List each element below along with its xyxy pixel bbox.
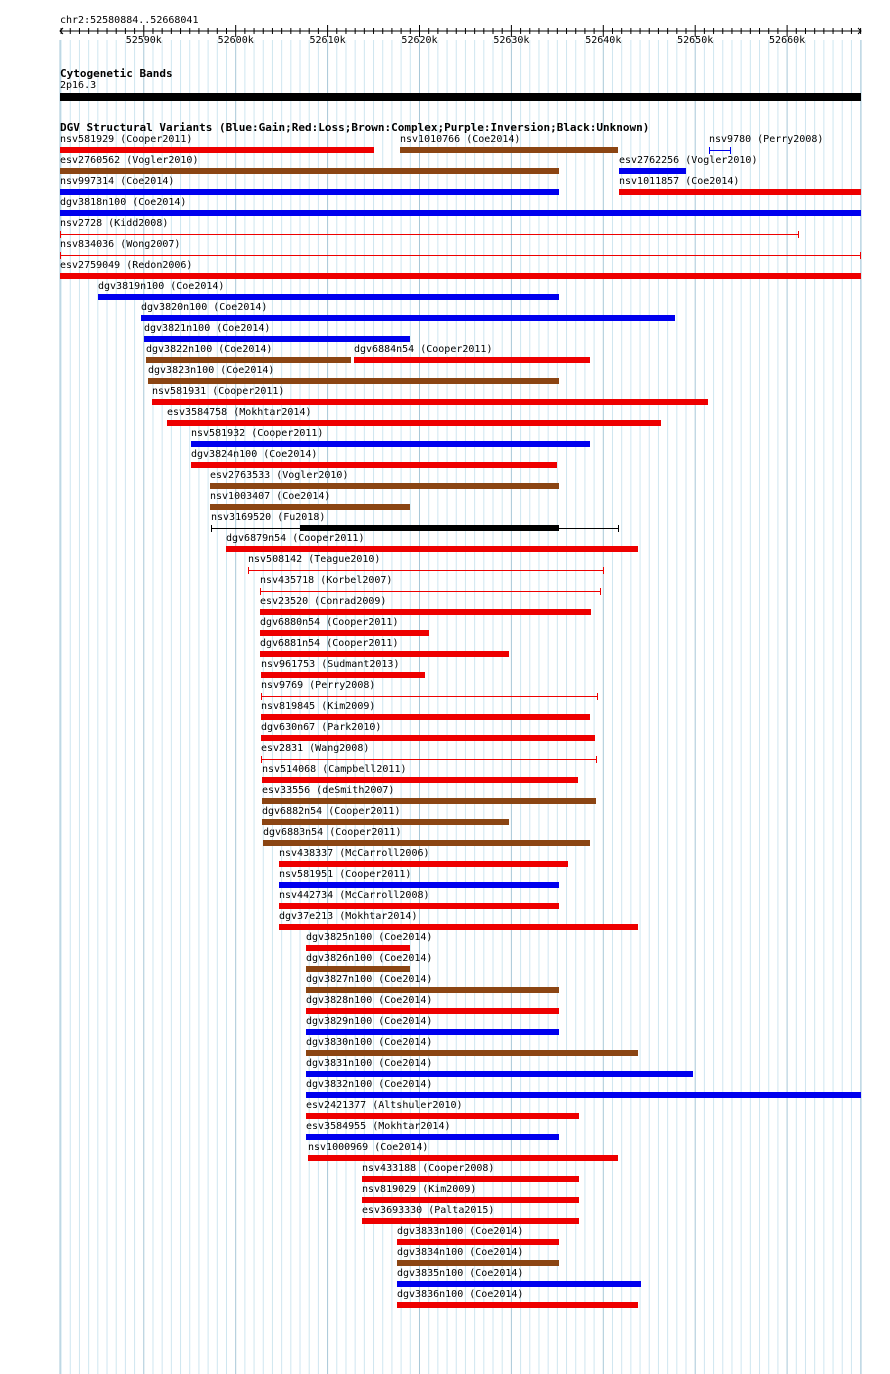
sv-feature-bar[interactable] bbox=[619, 168, 686, 174]
sv-feature-label[interactable]: nsv1000969 (Coe2014) bbox=[308, 1142, 429, 1153]
sv-feature-label[interactable]: esv2762256 (Vogler2010) bbox=[619, 155, 758, 166]
sv-feature-bar[interactable] bbox=[306, 966, 410, 972]
sv-feature-label[interactable]: nsv442734 (McCarroll2008) bbox=[279, 890, 430, 901]
sv-feature-bar[interactable] bbox=[144, 336, 410, 342]
sv-feature-bar[interactable] bbox=[362, 1197, 579, 1203]
sv-feature-label[interactable]: nsv961753 (Sudmant2013) bbox=[261, 659, 400, 670]
sv-feature-bar[interactable] bbox=[306, 1008, 559, 1014]
sv-feature-label[interactable]: nsv997314 (Coe2014) bbox=[60, 176, 175, 187]
sv-feature-label[interactable]: nsv834036 (Wong2007) bbox=[60, 239, 181, 250]
sv-feature-label[interactable]: nsv581951 (Cooper2011) bbox=[279, 869, 412, 880]
ruler-tick-label: 52590k bbox=[125, 35, 162, 46]
sv-feature-bar[interactable] bbox=[397, 1260, 559, 1266]
sv-feature-label[interactable]: dgv3829n100 (Coe2014) bbox=[306, 1016, 433, 1027]
ruler-tick-label: 52660k bbox=[769, 35, 806, 46]
sv-feature-end-cap bbox=[60, 231, 61, 238]
sv-feature-thin-bar[interactable] bbox=[709, 150, 731, 151]
sv-feature-label[interactable]: dgv3821n100 (Coe2014) bbox=[144, 323, 271, 334]
sv-feature-bar[interactable] bbox=[60, 168, 559, 174]
sv-feature-end-cap bbox=[730, 147, 731, 154]
sv-feature-label[interactable]: dgv6883n54 (Cooper2011) bbox=[263, 827, 402, 838]
cytoband-bar[interactable] bbox=[60, 93, 861, 101]
sv-feature-label[interactable]: esv2831 (Wang2008) bbox=[261, 743, 370, 754]
sv-feature-bar[interactable] bbox=[279, 924, 638, 930]
sv-feature-end-cap bbox=[600, 588, 601, 595]
sv-feature-bar[interactable] bbox=[397, 1239, 559, 1245]
sv-track-title: DGV Structural Variants (Blue:Gain;Red:Loss;Brown:Complex;Purple:Inversion;Black:Unknown) bbox=[60, 121, 650, 134]
sv-feature-label[interactable]: dgv6884n54 (Cooper2011) bbox=[354, 344, 493, 355]
sv-feature-label[interactable]: nsv819029 (Kim2009) bbox=[362, 1184, 477, 1195]
sv-feature-label[interactable]: dgv6879n54 (Cooper2011) bbox=[226, 533, 365, 544]
sv-feature-label[interactable]: esv2760562 (Vogler2010) bbox=[60, 155, 199, 166]
sv-feature-bar[interactable] bbox=[306, 1050, 638, 1056]
sv-feature-end-cap bbox=[211, 525, 212, 532]
sv-feature-bar[interactable] bbox=[210, 483, 559, 489]
sv-feature-label[interactable]: dgv3828n100 (Coe2014) bbox=[306, 995, 433, 1006]
sv-feature-bar[interactable] bbox=[306, 987, 559, 993]
sv-feature-label[interactable]: dgv3835n100 (Coe2014) bbox=[397, 1268, 524, 1279]
sv-feature-bar[interactable] bbox=[362, 1176, 579, 1182]
sv-feature-bar[interactable] bbox=[191, 462, 557, 468]
sv-feature-bar[interactable] bbox=[400, 147, 618, 153]
sv-feature-label[interactable]: nsv514068 (Campbell2011) bbox=[262, 764, 407, 775]
ruler-tick-label: 52620k bbox=[401, 35, 438, 46]
sv-feature-bar[interactable] bbox=[306, 1134, 559, 1140]
sv-feature-end-cap bbox=[248, 567, 249, 574]
sv-feature-thin-bar[interactable] bbox=[60, 234, 799, 235]
sv-feature-bar[interactable] bbox=[397, 1302, 638, 1308]
sv-feature-label[interactable]: esv2759049 (Redon2006) bbox=[60, 260, 193, 271]
sv-feature-label[interactable]: dgv3836n100 (Coe2014) bbox=[397, 1289, 524, 1300]
sv-feature-bar[interactable] bbox=[191, 441, 590, 447]
sv-feature-bar[interactable] bbox=[619, 189, 861, 195]
sv-feature-bar[interactable] bbox=[308, 1155, 618, 1161]
sv-feature-bar[interactable] bbox=[354, 357, 590, 363]
sv-feature-end-cap bbox=[603, 567, 604, 574]
sv-feature-label[interactable]: nsv581929 (Cooper2011) bbox=[60, 134, 193, 145]
cytoband-track-title: Cytogenetic Bands bbox=[60, 67, 173, 80]
sv-feature-label[interactable]: dgv3834n100 (Coe2014) bbox=[397, 1247, 524, 1258]
sv-feature-label[interactable]: esv2421377 (Altshuler2010) bbox=[306, 1100, 463, 1111]
sv-feature-bar[interactable] bbox=[60, 210, 861, 216]
sv-feature-bar[interactable] bbox=[148, 378, 559, 384]
ruler-tick-label: 52640k bbox=[585, 35, 622, 46]
sv-feature-end-cap bbox=[60, 252, 61, 259]
sv-feature-bar[interactable] bbox=[279, 903, 559, 909]
sv-feature-bar[interactable] bbox=[306, 1029, 559, 1035]
sv-feature-bar[interactable] bbox=[60, 273, 861, 279]
sv-feature-label[interactable]: esv3584758 (Mokhtar2014) bbox=[167, 407, 312, 418]
sv-feature-label[interactable]: dgv37e213 (Mokhtar2014) bbox=[279, 911, 418, 922]
sv-feature-bar[interactable] bbox=[98, 294, 559, 300]
sv-feature-end-cap bbox=[596, 756, 597, 763]
sv-feature-label[interactable]: dgv3824n100 (Coe2014) bbox=[191, 449, 318, 460]
sv-feature-bar[interactable] bbox=[152, 399, 708, 405]
sv-feature-label[interactable]: dgv3822n100 (Coe2014) bbox=[146, 344, 273, 355]
sv-feature-end-cap bbox=[709, 147, 710, 154]
sv-feature-bar[interactable] bbox=[306, 1113, 579, 1119]
sv-feature-label[interactable]: dgv3823n100 (Coe2014) bbox=[148, 365, 275, 376]
sv-feature-label[interactable]: nsv9780 (Perry2008) bbox=[709, 134, 824, 145]
sv-feature-label[interactable]: nsv581932 (Cooper2011) bbox=[191, 428, 324, 439]
sv-feature-label[interactable]: esv23520 (Conrad2009) bbox=[260, 596, 387, 607]
sv-feature-bar[interactable] bbox=[226, 546, 638, 552]
sv-feature-bar[interactable] bbox=[306, 1092, 861, 1098]
sv-feature-bar[interactable] bbox=[262, 798, 596, 804]
sv-feature-bar[interactable] bbox=[262, 777, 578, 783]
sv-feature-bar[interactable] bbox=[300, 525, 559, 531]
sv-feature-label[interactable]: dgv6881n54 (Cooper2011) bbox=[260, 638, 399, 649]
sv-feature-label[interactable]: esv2763533 (Vogler2010) bbox=[210, 470, 349, 481]
sv-feature-bar[interactable] bbox=[167, 420, 661, 426]
sv-feature-thin-bar[interactable] bbox=[260, 591, 601, 592]
sv-feature-label[interactable]: dgv3833n100 (Coe2014) bbox=[397, 1226, 524, 1237]
sv-feature-label[interactable]: nsv581931 (Cooper2011) bbox=[152, 386, 285, 397]
sv-feature-label[interactable]: dgv3818n100 (Coe2014) bbox=[60, 197, 187, 208]
sv-feature-bar[interactable] bbox=[261, 735, 595, 741]
sv-feature-end-cap bbox=[597, 693, 598, 700]
ruler-tick-label: 52650k bbox=[677, 35, 714, 46]
sv-feature-label[interactable]: dgv3827n100 (Coe2014) bbox=[306, 974, 433, 985]
cytoband-label: 2p16.3 bbox=[60, 80, 97, 91]
ruler-tick-label: 52610k bbox=[309, 35, 346, 46]
sv-feature-end-cap bbox=[261, 693, 262, 700]
sv-feature-label[interactable]: nsv1003407 (Coe2014) bbox=[210, 491, 331, 502]
sv-feature-thin-bar[interactable] bbox=[248, 570, 604, 571]
ruler-tick-label: 52630k bbox=[493, 35, 530, 46]
sv-feature-bar[interactable] bbox=[262, 819, 509, 825]
sv-feature-label[interactable]: nsv1011857 (Coe2014) bbox=[619, 176, 740, 187]
sv-feature-bar[interactable] bbox=[260, 651, 509, 657]
sv-feature-bar[interactable] bbox=[260, 630, 429, 636]
sv-feature-label[interactable]: nsv508142 (Teague2010) bbox=[248, 554, 381, 565]
sv-feature-label[interactable]: dgv3825n100 (Coe2014) bbox=[306, 932, 433, 943]
sv-feature-thin-bar[interactable] bbox=[261, 759, 597, 760]
sv-feature-end-cap bbox=[261, 756, 262, 763]
sv-feature-label[interactable]: dgv3831n100 (Coe2014) bbox=[306, 1058, 433, 1069]
sv-feature-label[interactable]: nsv433188 (Cooper2008) bbox=[362, 1163, 495, 1174]
sv-feature-label[interactable]: nsv438337 (McCarroll2006) bbox=[279, 848, 430, 859]
sv-feature-label[interactable]: nsv1010766 (Coe2014) bbox=[400, 134, 521, 145]
sv-feature-bar[interactable] bbox=[263, 840, 590, 846]
sv-feature-label[interactable]: esv33556 (deSmith2007) bbox=[262, 785, 395, 796]
sv-feature-bar[interactable] bbox=[60, 147, 374, 153]
sv-feature-bar[interactable] bbox=[210, 504, 410, 510]
sv-feature-bar[interactable] bbox=[279, 882, 559, 888]
sv-feature-label[interactable]: dgv3826n100 (Coe2014) bbox=[306, 953, 433, 964]
sv-feature-bar[interactable] bbox=[397, 1281, 641, 1287]
sv-feature-thin-bar[interactable] bbox=[60, 255, 861, 256]
sv-feature-label[interactable]: nsv9769 (Perry2008) bbox=[261, 680, 376, 691]
sv-feature-label[interactable]: nsv3169520 (Fu2018) bbox=[211, 512, 326, 523]
sv-feature-bar[interactable] bbox=[261, 714, 590, 720]
sv-feature-label[interactable]: esv3693330 (Palta2015) bbox=[362, 1205, 495, 1216]
sv-feature-label[interactable]: nsv819845 (Kim2009) bbox=[261, 701, 376, 712]
sv-feature-bar[interactable] bbox=[141, 315, 675, 321]
sv-feature-bar[interactable] bbox=[279, 861, 568, 867]
sv-feature-label[interactable]: dgv6880n54 (Cooper2011) bbox=[260, 617, 399, 628]
sv-feature-bar[interactable] bbox=[306, 1071, 693, 1077]
sv-feature-label[interactable]: nsv2728 (Kidd2008) bbox=[60, 218, 169, 229]
sv-feature-label[interactable]: nsv435718 (Korbel2007) bbox=[260, 575, 393, 586]
sv-feature-bar[interactable] bbox=[60, 189, 559, 195]
sv-feature-label[interactable]: esv3584955 (Mokhtar2014) bbox=[306, 1121, 451, 1132]
sv-feature-end-cap bbox=[260, 588, 261, 595]
sv-feature-end-cap bbox=[860, 252, 861, 259]
sv-feature-label[interactable]: dgv3832n100 (Coe2014) bbox=[306, 1079, 433, 1090]
sv-feature-bar[interactable] bbox=[306, 945, 410, 951]
sv-feature-bar[interactable] bbox=[260, 609, 591, 615]
sv-feature-label[interactable]: dgv3820n100 (Coe2014) bbox=[141, 302, 268, 313]
ruler-tick-label: 52600k bbox=[217, 35, 254, 46]
sv-feature-bar[interactable] bbox=[261, 672, 425, 678]
sv-feature-thin-bar[interactable] bbox=[261, 696, 598, 697]
sv-feature-label[interactable]: dgv6882n54 (Cooper2011) bbox=[262, 806, 401, 817]
location-label: chr2:52580884..52668041 bbox=[60, 15, 199, 26]
sv-feature-end-cap bbox=[618, 525, 619, 532]
sv-feature-bar[interactable] bbox=[362, 1218, 579, 1224]
sv-feature-end-cap bbox=[798, 231, 799, 238]
sv-feature-label[interactable]: dgv3830n100 (Coe2014) bbox=[306, 1037, 433, 1048]
sv-feature-label[interactable]: dgv630n67 (Park2010) bbox=[261, 722, 382, 733]
sv-feature-bar[interactable] bbox=[146, 357, 351, 363]
sv-feature-label[interactable]: dgv3819n100 (Coe2014) bbox=[98, 281, 225, 292]
